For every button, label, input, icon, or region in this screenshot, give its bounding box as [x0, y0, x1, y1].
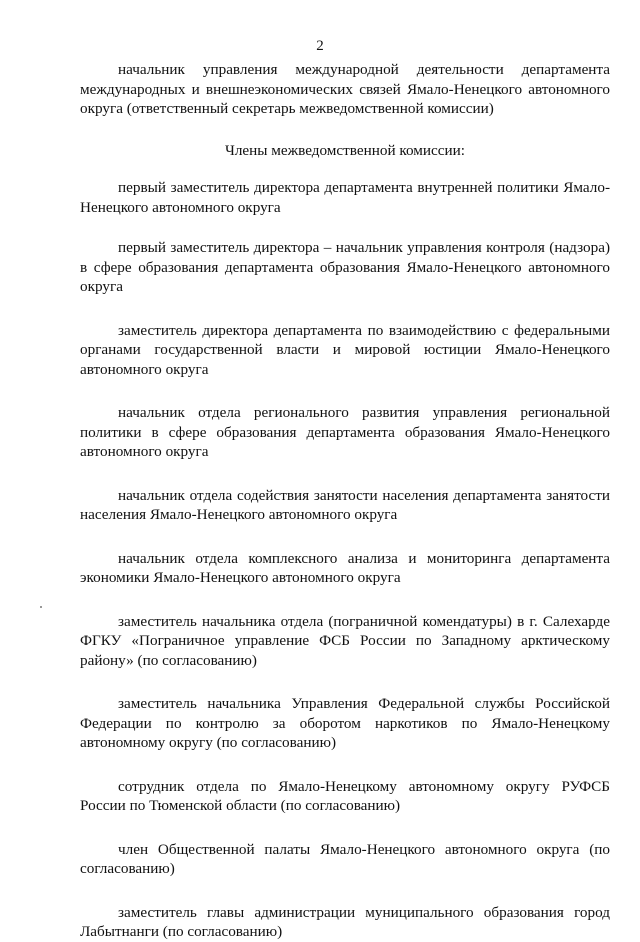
document-body — [80, 60, 610, 942]
member-item: начальник отдела комплексного анализа и мониторинга департамента экономики Ямало-Ненецкого автономного округа — [80, 549, 610, 586]
member-item: заместитель начальника Управления Федеральной службы Российской Федерации по контролю за оборотом наркотиков по Ямало-Ненецкому автономному округу (по согласованию) — [80, 695, 610, 751]
member-item: член Общественной палаты Ямало-Ненецкого автономного округа (по согласованию) — [80, 840, 610, 877]
page-number: 2 — [316, 38, 324, 54]
member-item: первый заместитель директора – начальник управления контроля (надзора) в сфере образования департамента образования Ямало-Ненецкого автономного округа — [80, 239, 610, 295]
member-item: заместитель главы администрации муниципального образования город Лабытнанги (по согласованию) — [80, 903, 610, 940]
member-item: заместитель начальника отдела (пограничной комендатуры) в г. Салехарде ФГКУ «Пограничное управление ФСБ России по Западному арктическому району» (по согласованию) — [80, 612, 610, 669]
scan-speck — [40, 606, 42, 608]
member-item: начальник отдела регионального развития управления региональной политики в сфере образования департамента образования Ямало-Ненецкого автономного округа — [80, 404, 610, 460]
members-heading: Члены межведомственной комиссии: — [224, 141, 465, 159]
member-item: начальник отдела содействия занятости населения департамента занятости населения Ямало-Ненецкого автономного округа — [80, 486, 610, 523]
intro-paragraph: начальник управления международной деятельности департамента международных и внешнеэкономических связей Ямало-Ненецкого автономного округа (ответственный секретарь межведомственной комиссии) — [80, 61, 610, 117]
member-item: заместитель директора департамента по взаимодействию с федеральными органами государственной власти и мировой юстиции Ямало-Ненецкого автономного округа — [80, 321, 610, 378]
member-item: сотрудник отдела по Ямало-Ненецкому автономному округу РУФСБ России по Тюменской области (по согласованию) — [80, 777, 610, 814]
member-item: первый заместитель директора департамента внутренней политики Ямало-Ненецкого автономного округа — [80, 179, 610, 216]
